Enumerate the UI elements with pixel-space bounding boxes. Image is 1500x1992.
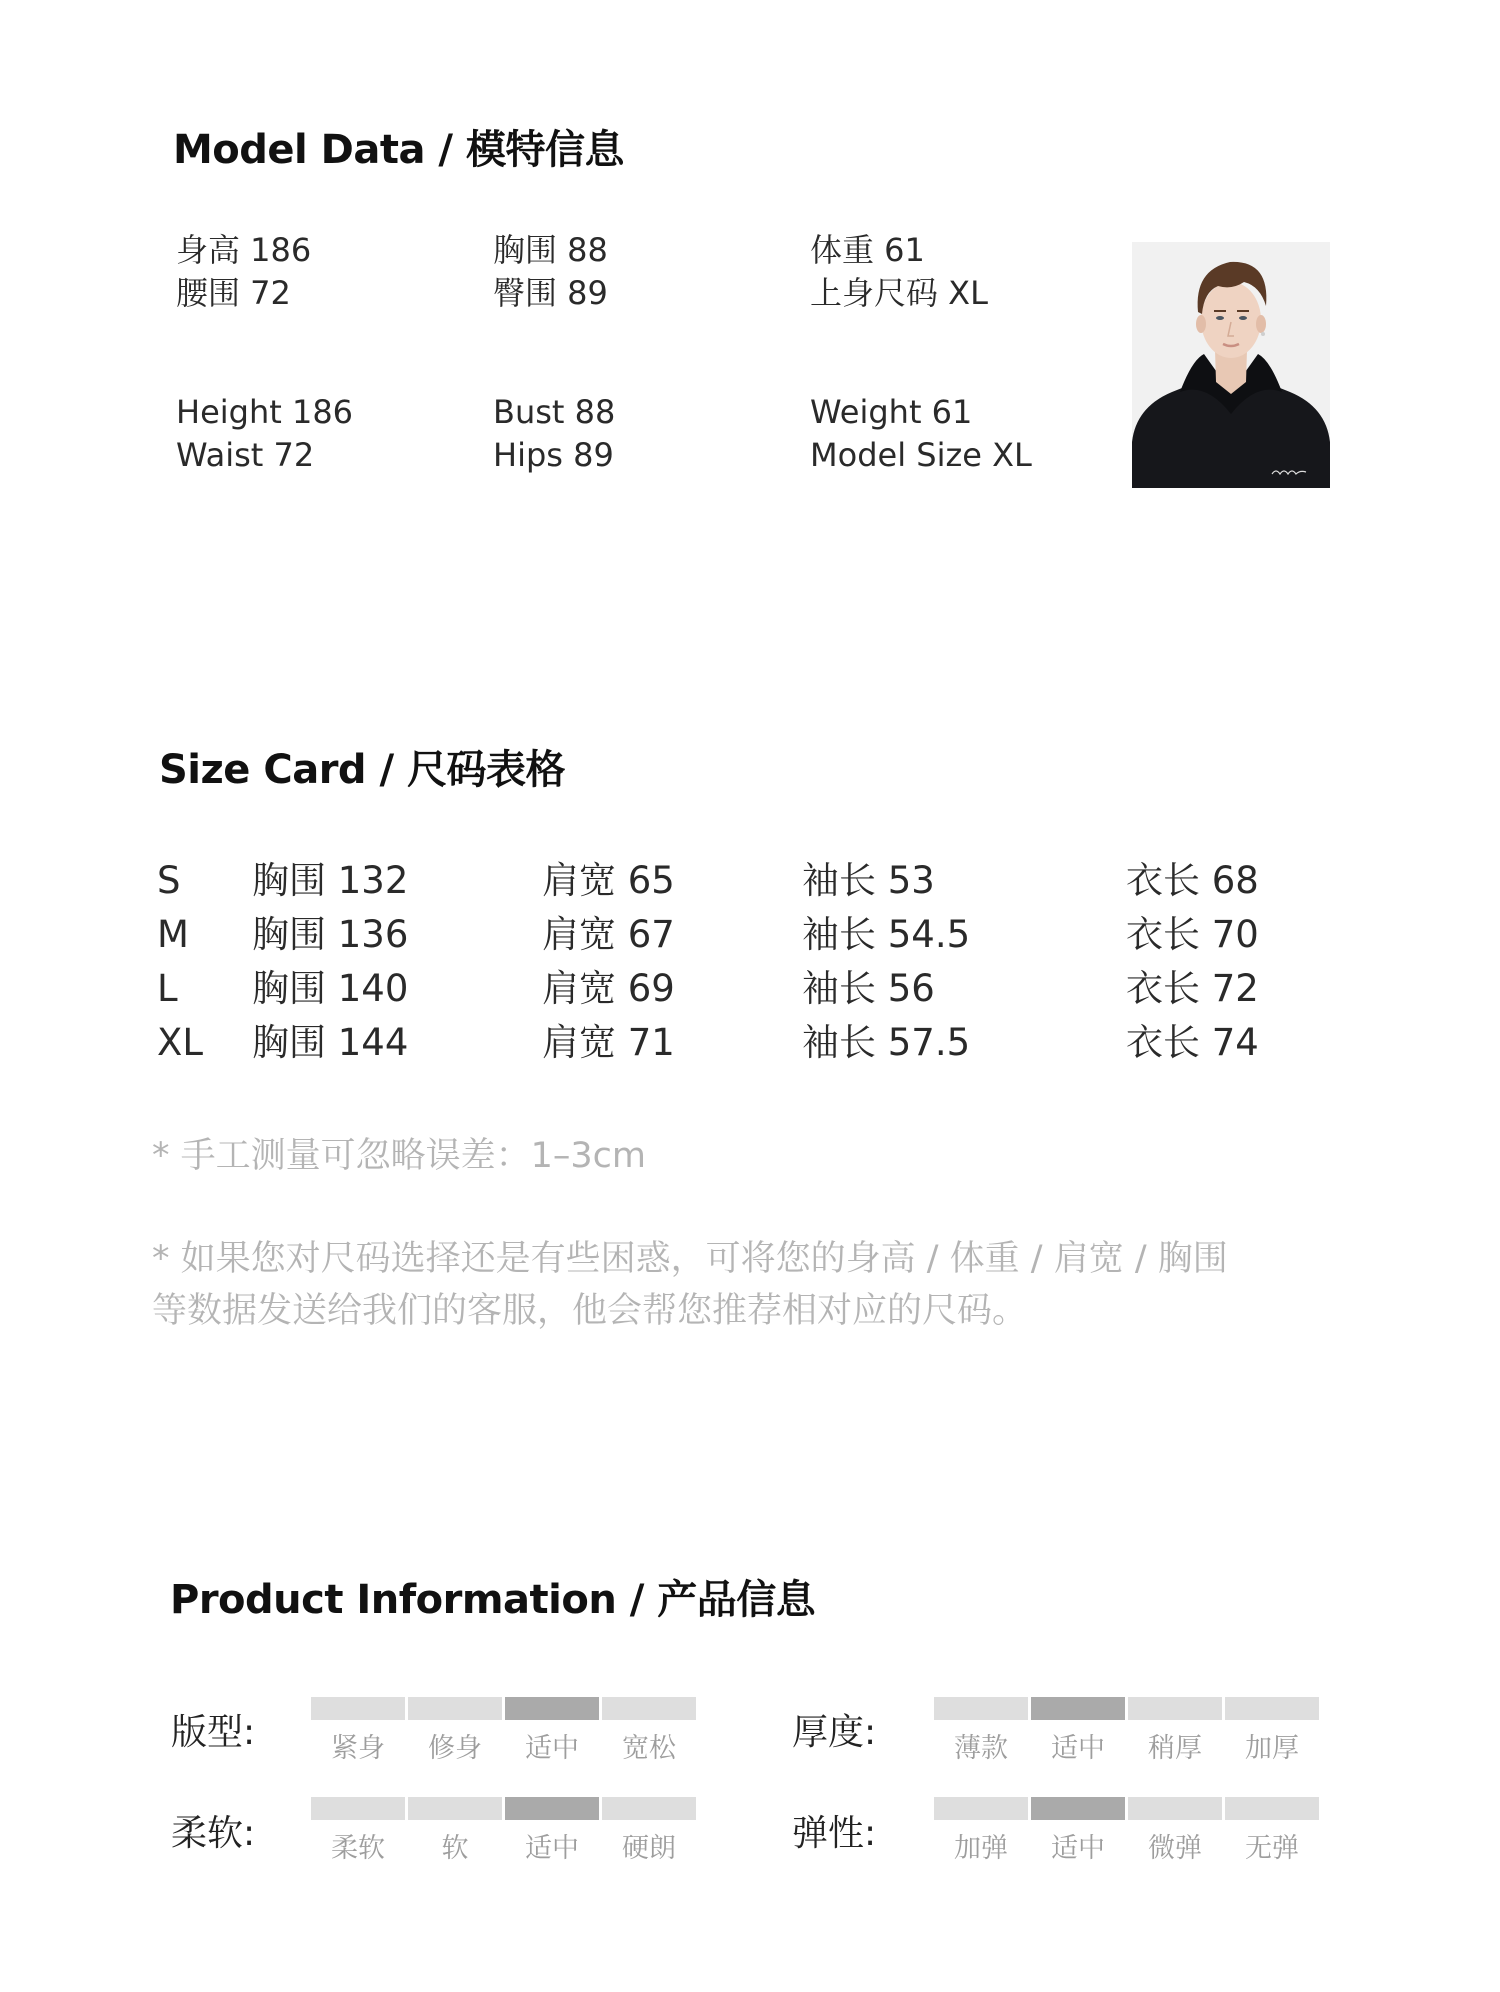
stat-height-en: Height 186 bbox=[176, 393, 354, 431]
stat-model-size-cn: 上身尺码 XL bbox=[810, 274, 988, 312]
fit-segment-selected bbox=[505, 1697, 599, 1720]
fit-segment bbox=[408, 1697, 502, 1720]
size-label-l: L bbox=[157, 967, 178, 1010]
size-cell: 袖长 56 bbox=[802, 967, 935, 1010]
stat-model-size-en: Model Size XL bbox=[810, 436, 1032, 474]
product-info-title: Product Information / 产品信息 bbox=[170, 1577, 816, 1623]
model-data-title: Model Data / 模特信息 bbox=[173, 127, 624, 173]
fit-options bbox=[311, 1726, 696, 1765]
stat-bust-en: Bust 88 bbox=[493, 393, 616, 431]
elasticity-option: 加弹 bbox=[954, 1833, 1008, 1864]
size-cell: 胸围 132 bbox=[252, 859, 409, 902]
fit-option: 适中 bbox=[525, 1733, 579, 1764]
size-cell: 袖长 53 bbox=[802, 859, 935, 902]
softness-option: 柔软 bbox=[331, 1833, 385, 1864]
softness-option: 适中 bbox=[525, 1833, 579, 1864]
stat-hips-en: Hips 89 bbox=[493, 436, 614, 474]
softness-scale-bar bbox=[311, 1797, 696, 1820]
thickness-label: 厚度: bbox=[792, 1712, 877, 1753]
softness-option: 硬朗 bbox=[622, 1833, 676, 1864]
stat-waist-en: Waist 72 bbox=[176, 436, 315, 474]
size-cell: 衣长 72 bbox=[1126, 967, 1259, 1010]
elasticity-label: 弹性: bbox=[792, 1813, 877, 1854]
fit-option: 修身 bbox=[428, 1733, 482, 1764]
size-cell: 袖长 54.5 bbox=[802, 913, 971, 956]
size-cell: 袖长 57.5 bbox=[802, 1021, 971, 1064]
size-cell: 胸围 136 bbox=[252, 913, 409, 956]
stat-weight-en: Weight 61 bbox=[810, 393, 973, 431]
stat-hips-cn: 臀围 89 bbox=[493, 274, 608, 312]
size-label-s: S bbox=[157, 859, 181, 902]
thickness-option: 适中 bbox=[1051, 1733, 1105, 1764]
elasticity-option: 微弹 bbox=[1148, 1833, 1202, 1864]
softness-options bbox=[311, 1826, 696, 1865]
thickness-option: 稍厚 bbox=[1148, 1733, 1202, 1764]
softness-label: 柔软: bbox=[171, 1813, 256, 1854]
size-cell: 肩宽 69 bbox=[542, 967, 675, 1010]
measurement-note: * 手工测量可忽略误差：1–3cm bbox=[152, 1136, 646, 1176]
stat-weight-cn: 体重 61 bbox=[810, 231, 925, 269]
size-label-xl: XL bbox=[157, 1021, 203, 1064]
size-cell: 肩宽 65 bbox=[542, 859, 675, 902]
size-card-title: Size Card / 尺码表格 bbox=[159, 747, 566, 793]
size-cell: 肩宽 67 bbox=[542, 913, 675, 956]
fit-segment bbox=[602, 1697, 696, 1720]
size-label-m: M bbox=[157, 913, 189, 956]
size-cell: 肩宽 71 bbox=[542, 1021, 675, 1064]
thickness-option: 加厚 bbox=[1245, 1733, 1299, 1764]
size-cell: 衣长 74 bbox=[1126, 1021, 1259, 1064]
model-photo bbox=[1132, 242, 1330, 488]
thickness-scale-bar bbox=[934, 1697, 1319, 1720]
stat-bust-cn: 胸围 88 bbox=[493, 231, 608, 269]
elasticity-option: 适中 bbox=[1051, 1833, 1105, 1864]
elasticity-scale-bar bbox=[934, 1797, 1319, 1820]
fit-option: 宽松 bbox=[622, 1733, 676, 1764]
size-cell: 胸围 144 bbox=[252, 1021, 409, 1064]
thickness-option: 薄款 bbox=[954, 1733, 1008, 1764]
fit-option: 紧身 bbox=[331, 1733, 385, 1764]
size-cell: 胸围 140 bbox=[252, 967, 409, 1010]
stat-waist-cn: 腰围 72 bbox=[176, 274, 291, 312]
elasticity-options bbox=[934, 1826, 1319, 1865]
size-help-note-line1: * 如果您对尺码选择还是有些困惑，可将您的身高 / 体重 / 肩宽 / 胸围 bbox=[152, 1239, 1228, 1279]
elasticity-option: 无弹 bbox=[1245, 1833, 1299, 1864]
fit-segment bbox=[311, 1697, 405, 1720]
size-cell: 衣长 70 bbox=[1126, 913, 1259, 956]
size-help-note-line2: 等数据发送给我们的客服，他会帮您推荐相对应的尺码。 bbox=[152, 1291, 1028, 1331]
size-cell: 衣长 68 bbox=[1126, 859, 1259, 902]
softness-option: 软 bbox=[441, 1833, 469, 1864]
thickness-options bbox=[934, 1726, 1319, 1765]
fit-scale-bar bbox=[311, 1697, 696, 1720]
stat-height-cn: 身高 186 bbox=[176, 231, 312, 269]
fit-label: 版型: bbox=[171, 1712, 256, 1753]
